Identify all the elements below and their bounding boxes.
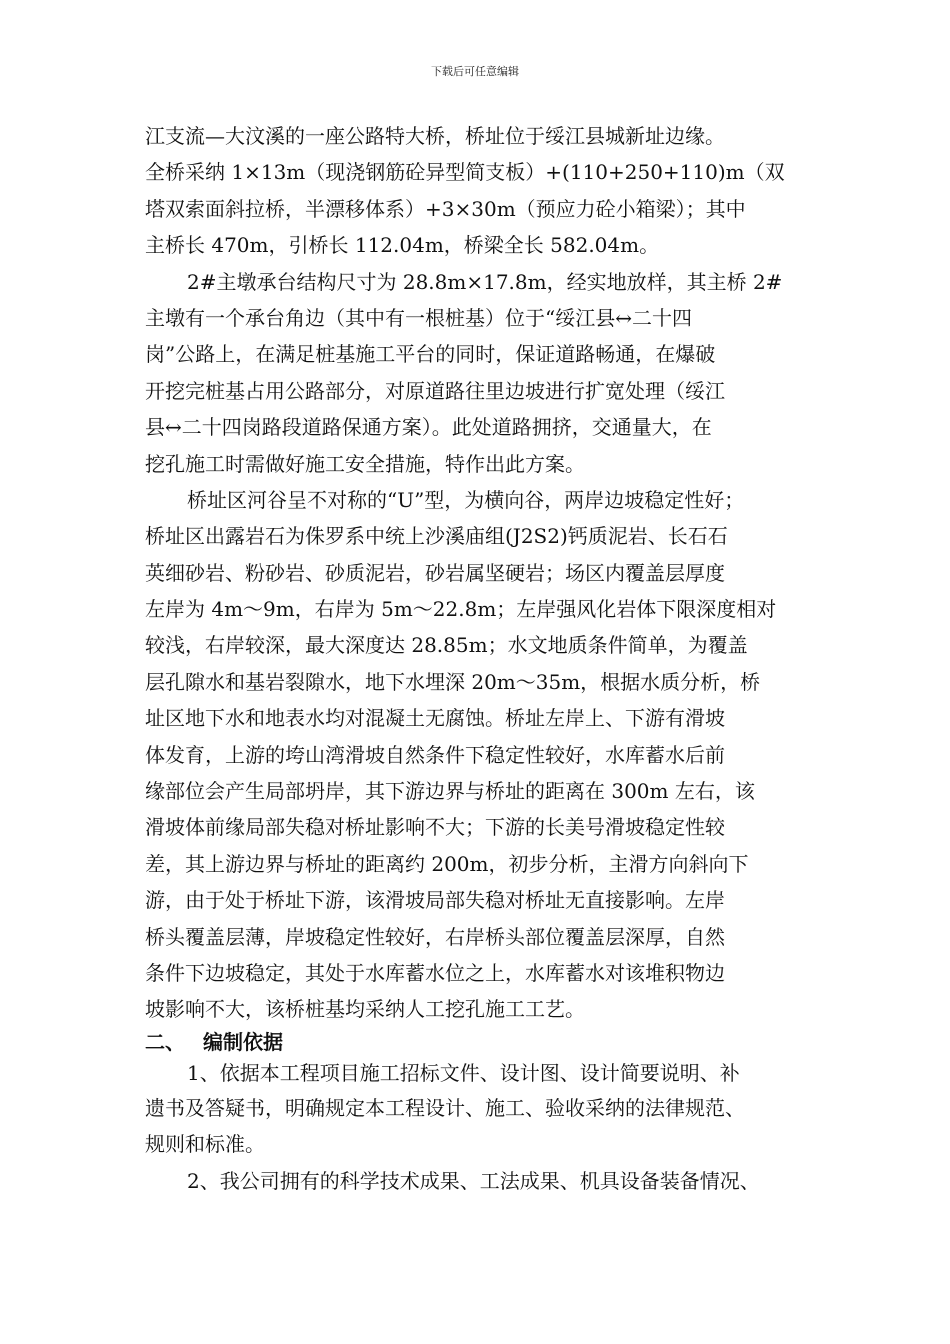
text-line: 桥址区出露岩石为侏罗系中统上沙溪庙组(J2S2)钙质泥岩、长石石 [145, 524, 728, 549]
paragraph-project-overview [145, 118, 825, 264]
text-line: 桥头覆盖层薄，岸坡稳定性较好，右岸桥头部位覆盖层深厚，自然 [145, 924, 725, 949]
text-line: 2#主墩承台结构尺寸为 28.8m×17.8m，经实地放样，其主桥 2# [187, 269, 783, 294]
section-number: 二、 [145, 1029, 185, 1054]
page-header-note: 下载后可任意编辑 [431, 65, 519, 78]
text-line: 主桥长 470m，引桥长 112.04m，桥梁全长 582.04m。 [145, 233, 660, 258]
text-line: 游，由于处于桥址下游，该滑坡局部失稳对桥址无直接影响。左岸 [145, 888, 725, 913]
text-line: 挖孔施工时需做好施工安全措施，特作出此方案。 [145, 451, 585, 476]
text-line: 2、我公司拥有的科学技术成果、工法成果、机具设备装备情况、 [187, 1168, 760, 1193]
text-line: 桥址区河谷呈不对称的“U”型，为横向谷，两岸边坡稳定性好； [187, 487, 745, 512]
text-line: 条件下边坡稳定，其处于水库蓄水位之上，水库蓄水对该堆积物边 [145, 960, 725, 985]
text-line: 主墩有一个承台角边（其中有一根桩基）位于“绥江县↔二十四 [145, 305, 692, 330]
text-line: 1、依据本工程项目施工招标文件、设计图、设计简要说明、补 [187, 1060, 740, 1085]
paragraph-geology [145, 482, 825, 1028]
document-body [145, 118, 825, 1199]
text-line: 体发育，上游的垮山湾滑坡自然条件下稳定性较好，水库蓄水后前 [145, 742, 725, 767]
text-line: 县↔二十四岗路段道路保通方案）。此处道路拥挤，交通量大，在 [145, 415, 712, 440]
section-title: 编制依据 [203, 1029, 283, 1054]
text-line: 塔双索面斜拉桥，半漂移体系）+3×30m（预应力砼小箱梁）；其中 [145, 196, 746, 221]
text-line: 左岸为 4m～9m，右岸为 5m～22.8m；左岸强风化岩体下限深度相对 [145, 597, 777, 622]
text-line: 遗书及答疑书，明确规定本工程设计、施工、验收采纳的法律规范、 [145, 1095, 745, 1120]
paragraph-pier-cap [145, 264, 825, 482]
text-line: 较浅，右岸较深，最大深度达 28.85m；水文地质条件简单，为覆盖 [145, 633, 748, 658]
text-line: 全桥采纳 1×13m（现浇钢筋砼异型简支板）+(110+250+110)m（双 [145, 160, 785, 185]
text-line: 开挖完桩基占用公路部分，对原道路往里边坡进行扩宽处理（绥江 [145, 378, 725, 403]
text-line: 英细砂岩、粉砂岩、砂质泥岩，砂岩属坚硬岩；场区内覆盖层厚度 [145, 560, 725, 585]
paragraph-basis-2 [145, 1163, 825, 1199]
paragraph-basis-1 [145, 1056, 825, 1163]
text-line: 缘部位会产生局部坍岸，其下游边界与桥址的距离在 300m 左右，该 [145, 779, 755, 804]
text-line: 差，其上游边界与桥址的距离约 200m，初步分析，主滑方向斜向下 [145, 851, 749, 876]
text-line: 层孔隙水和基岩裂隙水，地下水埋深 20m～35m，根据水质分析，桥 [145, 669, 761, 694]
text-line: 坡影响不大，该桥桩基均采纳人工挖孔施工工艺。 [145, 997, 585, 1022]
text-line: 规则和标准。 [145, 1132, 265, 1157]
text-line: 岗”公路上，在满足桩基施工平台的同时，保证道路畅通，在爆破 [145, 342, 716, 367]
text-line: 滑坡体前缘局部失稳对桥址影响不大；下游的长美号滑坡稳定性较 [145, 815, 725, 840]
text-line: 江支流—大汶溪的一座公路特大桥，桥址位于绥江县城新址边缘。 [145, 124, 725, 148]
text-line: 址区地下水和地表水均对混凝土无腐蚀。桥址左岸上、下游有滑坡 [145, 706, 725, 731]
section-heading [145, 1028, 825, 1056]
